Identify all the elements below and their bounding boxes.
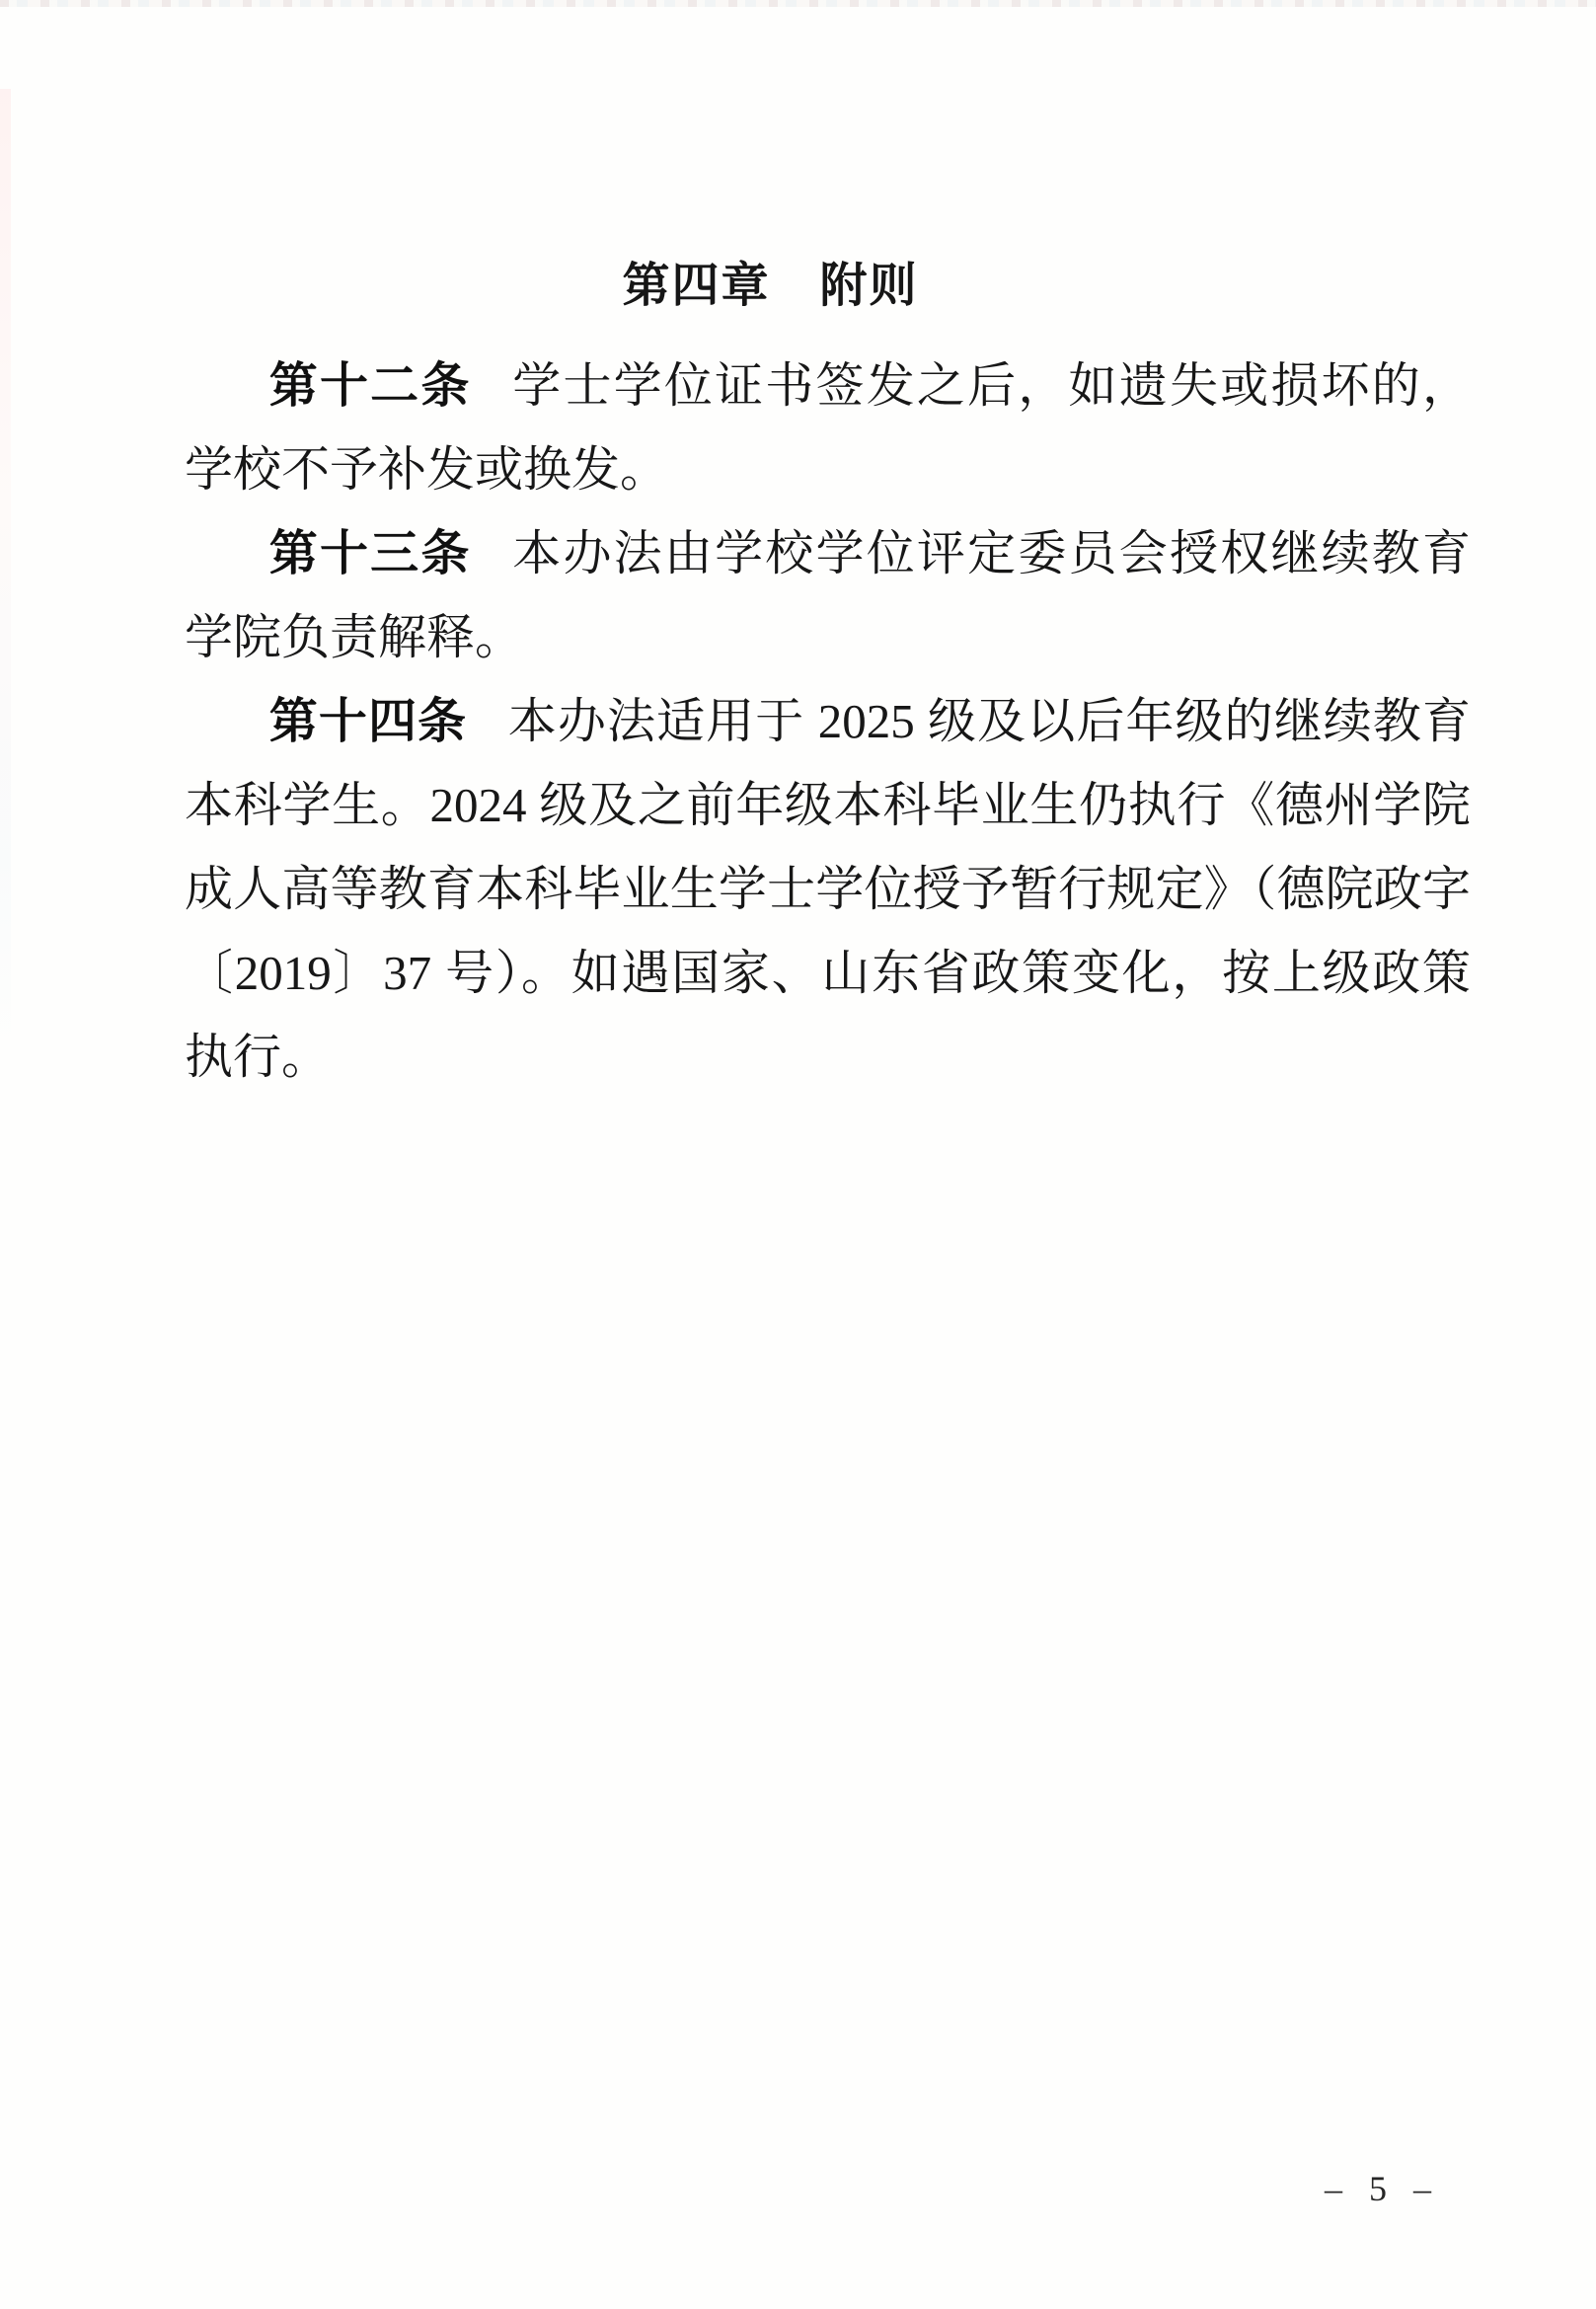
article-12-text: 学士学位证书签发之后，如遗失或损坏的，学校不予补发或换发。 bbox=[185, 358, 1471, 497]
article-12-label: 第十二条 bbox=[268, 358, 472, 413]
article-13-text: 本办法由学校学位评定委员会授权继续教育学院负责解释。 bbox=[185, 526, 1471, 664]
article-12-paragraph bbox=[185, 344, 1471, 511]
chapter-title: 第四章 附则 bbox=[622, 260, 919, 312]
document-content bbox=[0, 0, 1596, 1099]
article-14-label: 第十四条 bbox=[268, 694, 468, 748]
article-13-label: 第十三条 bbox=[268, 526, 472, 580]
page-number: – 5 – bbox=[1325, 2169, 1440, 2208]
article-14-text: 本办法适用于 2025 级及以后年级的继续教育本科学生。2024 级及之前年级本科毕业生仍执行《德州学院成人高等教育本科毕业生学士学位授予暂行规定》（德院政字〔2019〕37 号）。如遇国家、山东省政策变化，按上级政策执行。 bbox=[185, 694, 1471, 1084]
article-13-paragraph bbox=[185, 511, 1471, 679]
article-14-paragraph bbox=[185, 679, 1471, 1099]
